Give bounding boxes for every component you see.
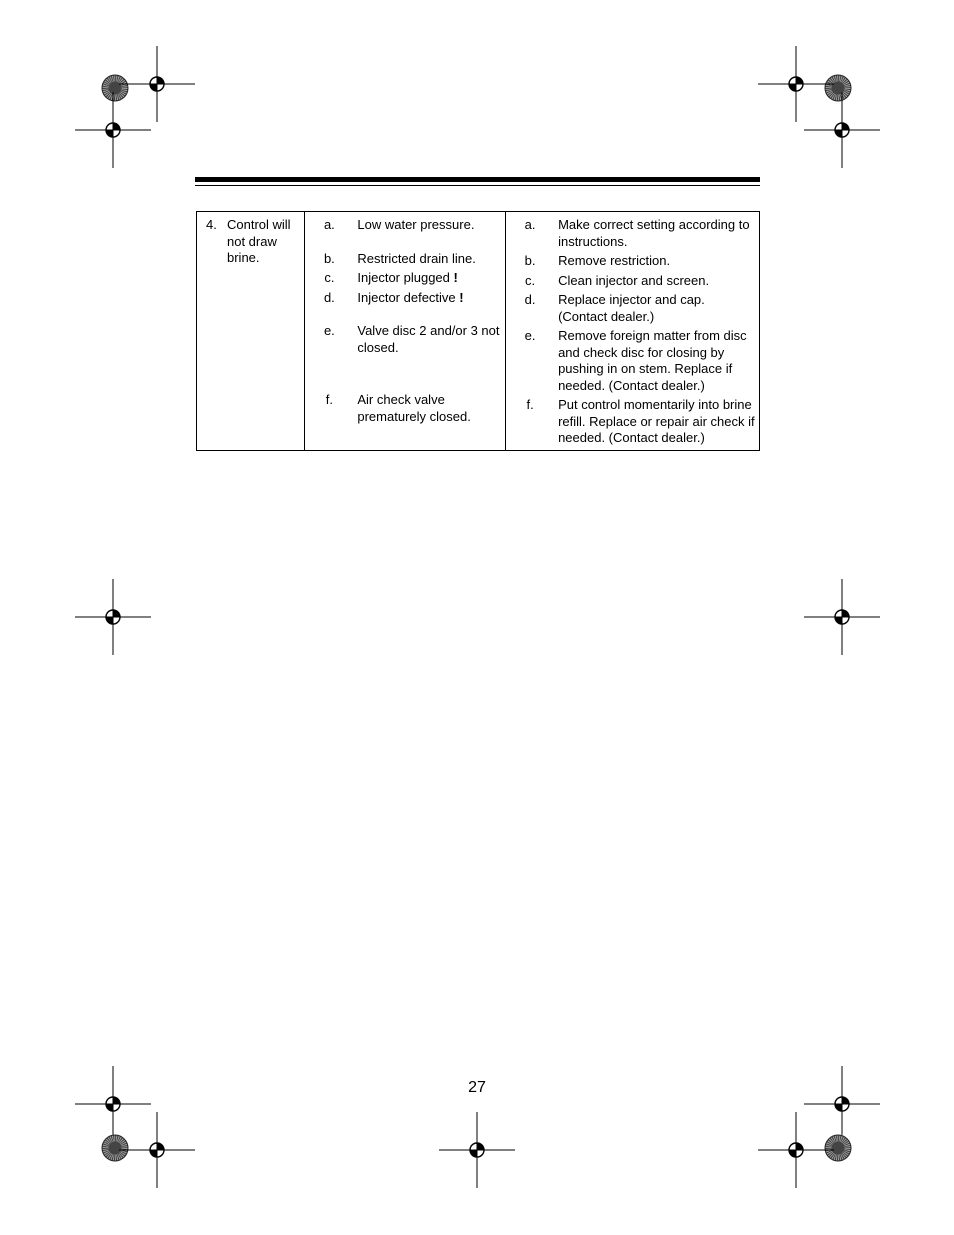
cause-text: Valve disc 2 and/or 3 not closed. [357, 323, 500, 355]
list-item [506, 217, 756, 250]
list-item [506, 273, 756, 290]
cause-letter: d. [323, 289, 335, 305]
correction-letter: c. [525, 272, 536, 288]
problem-text: Control will not draw brine. [227, 217, 291, 265]
list-item [305, 323, 502, 356]
causes-cell [305, 212, 506, 451]
correction-letter: e. [524, 328, 536, 343]
crosshair-icon [804, 1066, 880, 1142]
crosshair-icon [75, 579, 151, 655]
cause-letter: a. [323, 217, 335, 232]
correction-letter: a. [524, 217, 536, 232]
correction-text: Clean injector and screen. [558, 272, 710, 288]
list-item [305, 251, 502, 268]
crosshair-icon [439, 1112, 515, 1188]
list-item [506, 253, 756, 270]
troubleshooting-table [196, 211, 760, 451]
crosshair-icon [75, 1066, 151, 1142]
correction-text: Replace injector and cap. (Contact dealer.) [558, 292, 705, 324]
correction-letter: f. [526, 397, 534, 412]
crosshair-icon [758, 1112, 834, 1188]
corrections-cell [506, 212, 760, 451]
table-row [197, 212, 760, 451]
warning-mark: ! [453, 270, 458, 285]
header-rule-thick [195, 177, 760, 182]
cause-letter: c. [324, 270, 335, 285]
color-target-icon [825, 75, 851, 101]
crosshair-icon [119, 46, 195, 122]
correction-letter: d. [524, 292, 536, 307]
crosshair-icon [804, 579, 880, 655]
header-rule-thin [195, 185, 760, 186]
list-item [506, 328, 756, 394]
correction-text: Remove restriction. [558, 253, 671, 268]
correction-letter: b. [524, 253, 536, 268]
correction-text: Remove foreign matter from disc and check disc for closing by pushing in on stem. Replace if needed. (Contact dealer.) [558, 328, 747, 393]
cause-text: Injector plugged ! [357, 270, 458, 285]
list-item [506, 397, 756, 447]
cause-letter: f. [325, 392, 333, 407]
color-target-icon [102, 75, 128, 101]
list-item [305, 217, 502, 234]
list-item [305, 270, 502, 287]
cause-text: Injector defective ! [357, 289, 464, 305]
list-item [506, 292, 756, 325]
problem-cell [197, 212, 305, 451]
warning-mark: ! [459, 289, 464, 305]
color-target-icon [102, 1135, 128, 1161]
list-item [305, 392, 502, 425]
list-item [305, 290, 502, 307]
crosshair-icon [119, 1112, 195, 1188]
cause-text: Low water pressure. [357, 217, 475, 232]
cause-text: Air check valve prematurely closed. [357, 392, 471, 424]
cause-letter: e. [323, 323, 335, 338]
correction-text: Make correct setting according to instructions. [558, 217, 750, 249]
correction-text: Put control momentarily into brine refill. Replace or repair air check if needed. (Contact dealer.) [558, 397, 755, 445]
crosshair-icon [75, 92, 151, 168]
crosshair-icon [804, 92, 880, 168]
problem-number: 4. [206, 217, 217, 232]
crosshair-icon [758, 46, 834, 122]
color-target-icon [825, 1135, 851, 1161]
cause-letter: b. [323, 250, 335, 266]
cause-text: Restricted drain line. [357, 250, 476, 266]
page-number: 27 [468, 1079, 486, 1096]
